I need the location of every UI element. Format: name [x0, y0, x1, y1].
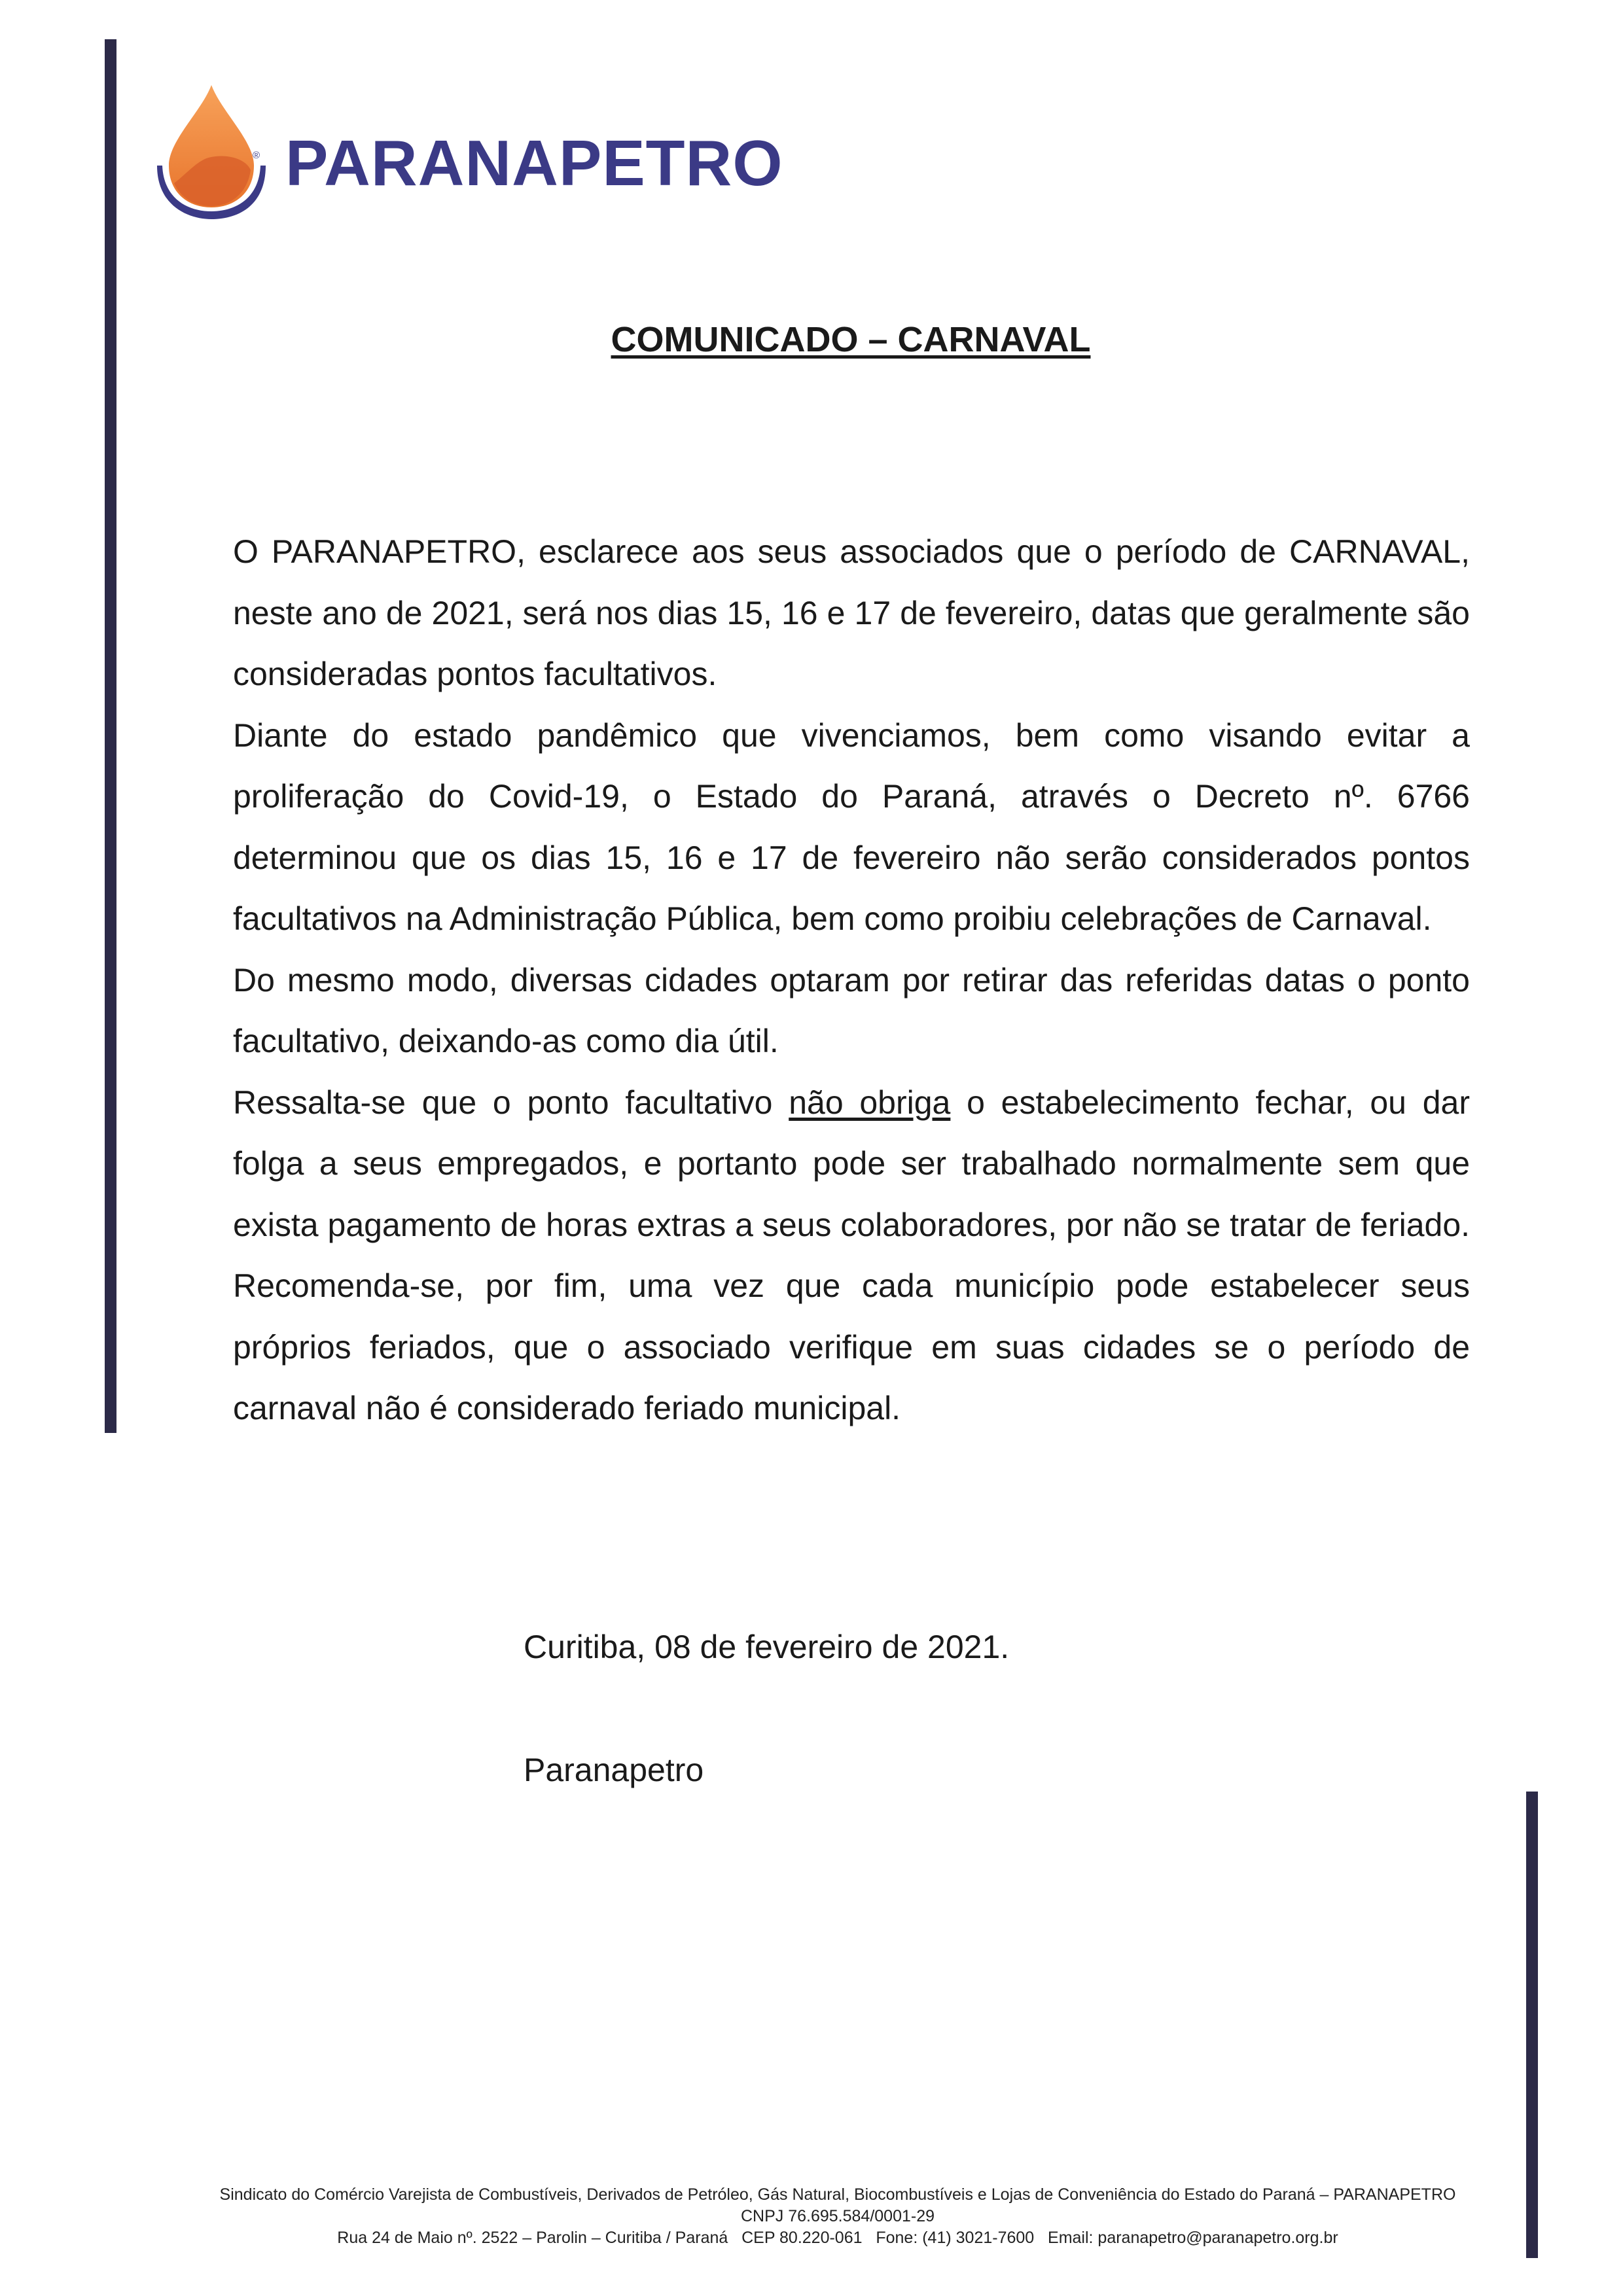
- signature: Paranapetro: [524, 1752, 704, 1788]
- footer-line-3: Rua 24 de Maio nº. 2522 – Parolin – Curitiba / Paraná CEP 80.220-061 Fone: (41) 3021-7600 Email: paranapetro@paranapetro.org.br: [337, 2229, 1338, 2247]
- left-accent-bar: [105, 39, 116, 1433]
- place-and-date: Curitiba, 08 de fevereiro de 2021.: [524, 1629, 1010, 1665]
- footer: [0, 2184, 1623, 2249]
- paranapetro-logo: [149, 82, 783, 232]
- document-title: COMUNICADO – CARNAVAL: [611, 320, 1091, 359]
- paragraph-1: O PARANAPETRO, esclarece aos seus associados que o período de CARNAVAL, neste ano de 2021, será nos dias 15, 16 e 17 de fevereiro, datas que geralmente são consideradas pontos facultativos.: [233, 533, 1470, 692]
- paragraph-3: Do mesmo modo, diversas cidades optaram por retirar das referidas datas o ponto facultativo, deixando-as como dia útil.: [233, 961, 1470, 1059]
- paragraph-4-end: o estabelecimento fechar, ou dar folga a seus empregados, e portanto pode ser trabalhado normalmente sem que exista pagamento de horas extras a seus colaboradores, por não se tratar de feriado.: [233, 1084, 1471, 1243]
- underlined-phrase: não obriga: [789, 1084, 951, 1121]
- footer-line-2: CNPJ 76.695.584/0001-29: [740, 2207, 935, 2225]
- paragraph-4: [233, 1072, 1470, 1256]
- footer-line-1: Sindicato do Comércio Varejista de Combustíveis, Derivados de Petróleo, Gás Natural, Biocombustíveis e Lojas de Conveniência do Estado do Paraná – PARANAPETRO: [219, 2185, 1456, 2204]
- registered-mark: ®: [253, 150, 260, 161]
- paragraph-4-start: Ressalta-se que o ponto facultativo: [233, 1084, 789, 1121]
- logo-wordmark: PARANAPETRO: [285, 127, 783, 199]
- paragraph-2: Diante do estado pandêmico que vivenciamos, bem como visando evitar a proliferação do Covid-19, o Estado do Paraná, através o Decreto nº. 6766 determinou que os dias 15, 16 e 17 de fevereiro não serão considerados pontos facultativos na Administração Pública, bem como proibiu celebrações de Carnaval.: [233, 716, 1470, 937]
- paragraph-5: Recomenda-se, por fim, uma vez que cada município pode estabelecer seus próprios feriados, que o associado verifique em suas cidades se o período de carnaval não é considerado feriado municipal.: [233, 1267, 1470, 1426]
- document-body: [233, 521, 1470, 1439]
